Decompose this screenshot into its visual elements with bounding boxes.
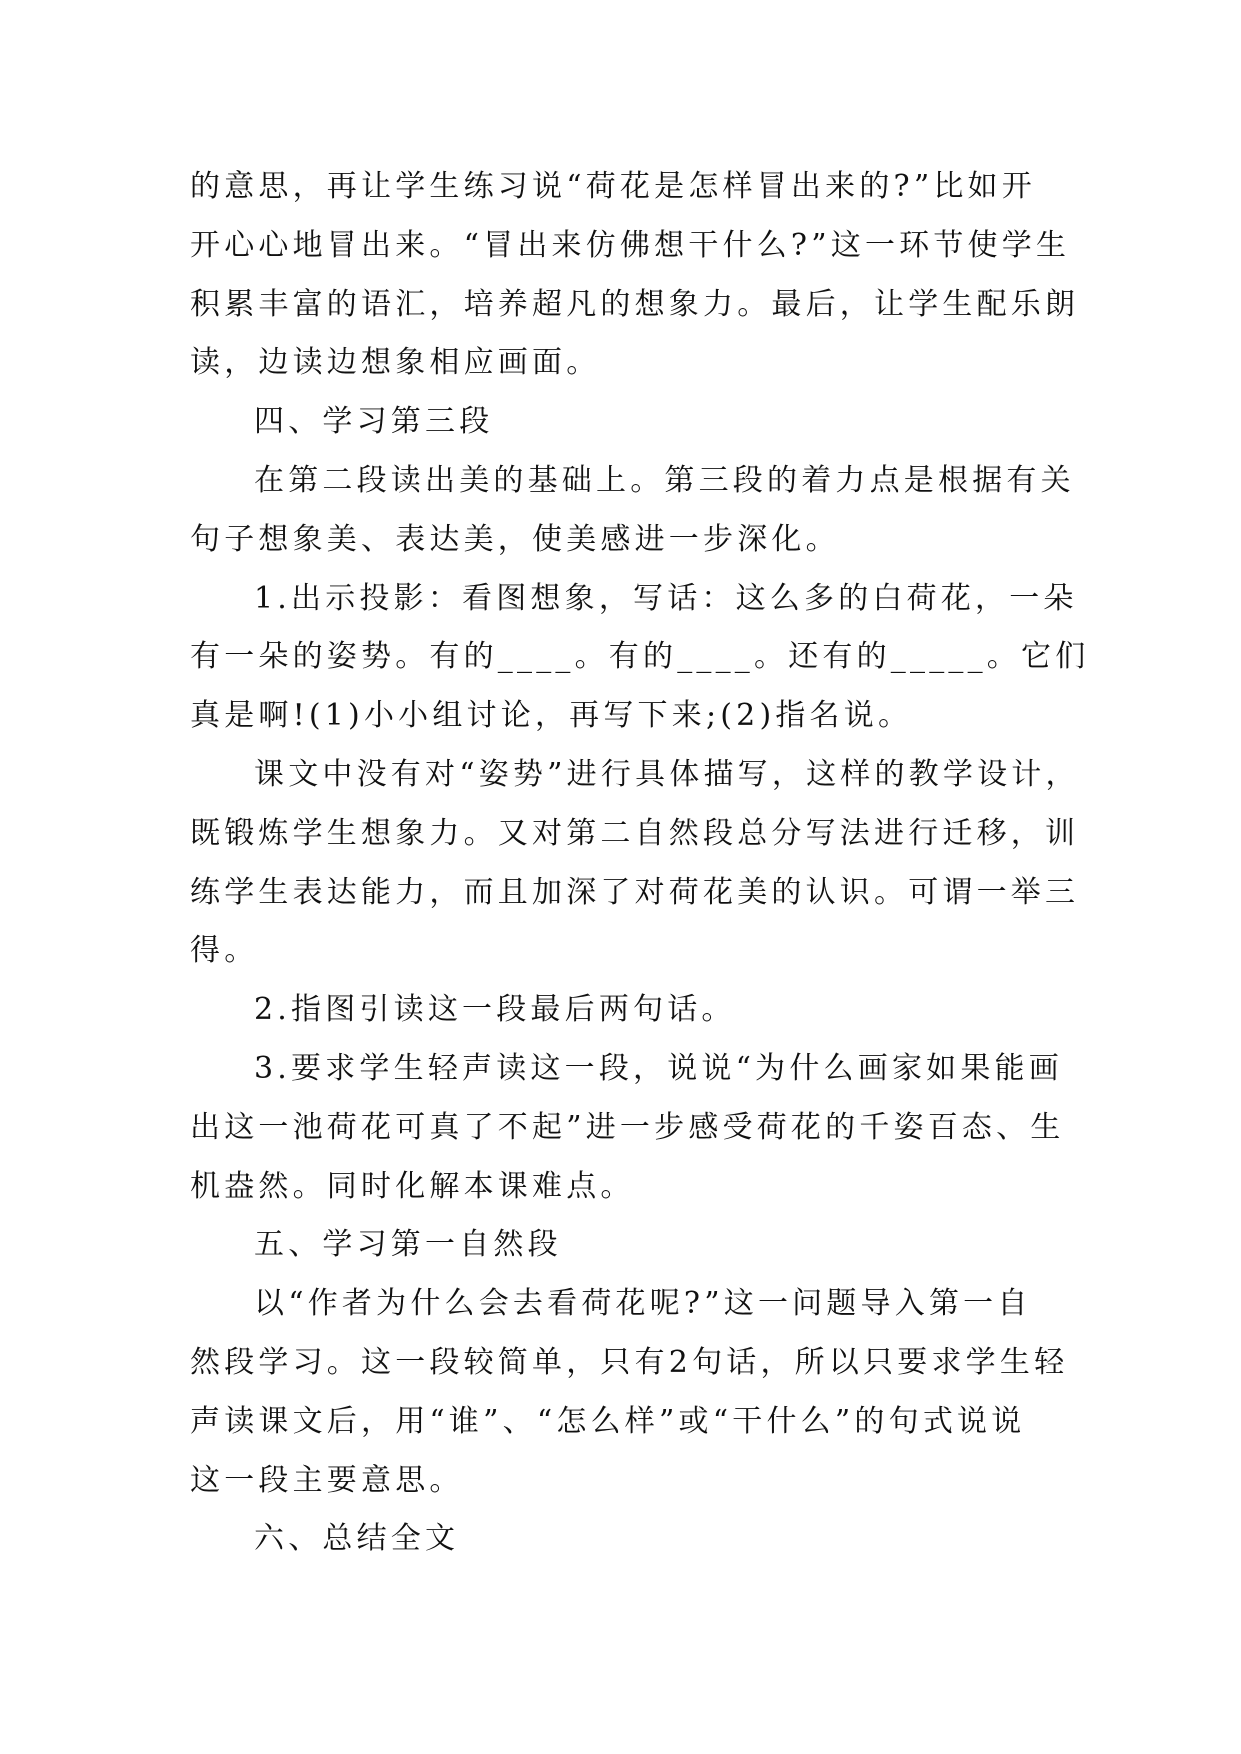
text-line: 积累丰富的语汇，培养超凡的想象力。最后，让学生配乐朗 [190,286,1080,322]
text-line: 既锻炼学生想象力。又对第二自然段总分写法进行迁移，训 [190,815,1080,851]
text-line: 在第二段读出美的基础上。第三段的着力点是根据有关 [254,462,1075,498]
text-line: 以“作者为什么会去看荷花呢?”这一问题导入第一自 [254,1286,1032,1322]
section-heading: 六、总结全文 [254,1521,460,1557]
section-heading: 四、学习第三段 [254,404,494,440]
section-heading: 五、学习第一自然段 [254,1227,562,1263]
text-line: 真是啊!(1)小小组讨论，再写下来;(2)指名说。 [190,698,913,734]
text-line: 3.要求学生轻声读这一段，说说“为什么画家如果能画 [254,1050,1063,1086]
text-line: 机盎然。同时化解本课难点。 [190,1168,635,1204]
text-line: 有一朵的姿势。有的____。有的____。还有的_____。它们 [190,639,1090,675]
text-line: 1.出示投影：看图想象，写话：这么多的白荷花，一朵 [254,580,1078,616]
text-line: 出这一池荷花可真了不起”进一步感受荷花的千姿百态、生 [190,1109,1065,1145]
text-line: 得。 [190,933,259,969]
text-line: 句子想象美、表达美，使美感进一步深化。 [190,521,840,557]
text-line: 然段学习。这一段较简单，只有2句话，所以只要求学生轻 [190,1344,1069,1380]
text-line: 声读课文后，用“谁”、“怎么样”或“干什么”的句式说说 [190,1403,1026,1439]
text-line: 开心心地冒出来。“冒出来仿佛想干什么?”这一环节使学生 [190,227,1071,263]
text-line: 课文中没有对“姿势”进行具体描写，这样的教学设计， [254,756,1080,792]
text-line: 这一段主要意思。 [190,1462,464,1498]
text-line: 练学生表达能力，而且加深了对荷花美的认识。可谓一举三 [190,874,1080,910]
text-line: 读，边读边想象相应画面。 [190,345,601,381]
document-page [190,158,1090,1569]
text-line: 的意思，再让学生练习说“荷花是怎样冒出来的?”比如开 [190,169,1036,204]
text-line: 2.指图引读这一段最后两句话。 [254,992,736,1028]
